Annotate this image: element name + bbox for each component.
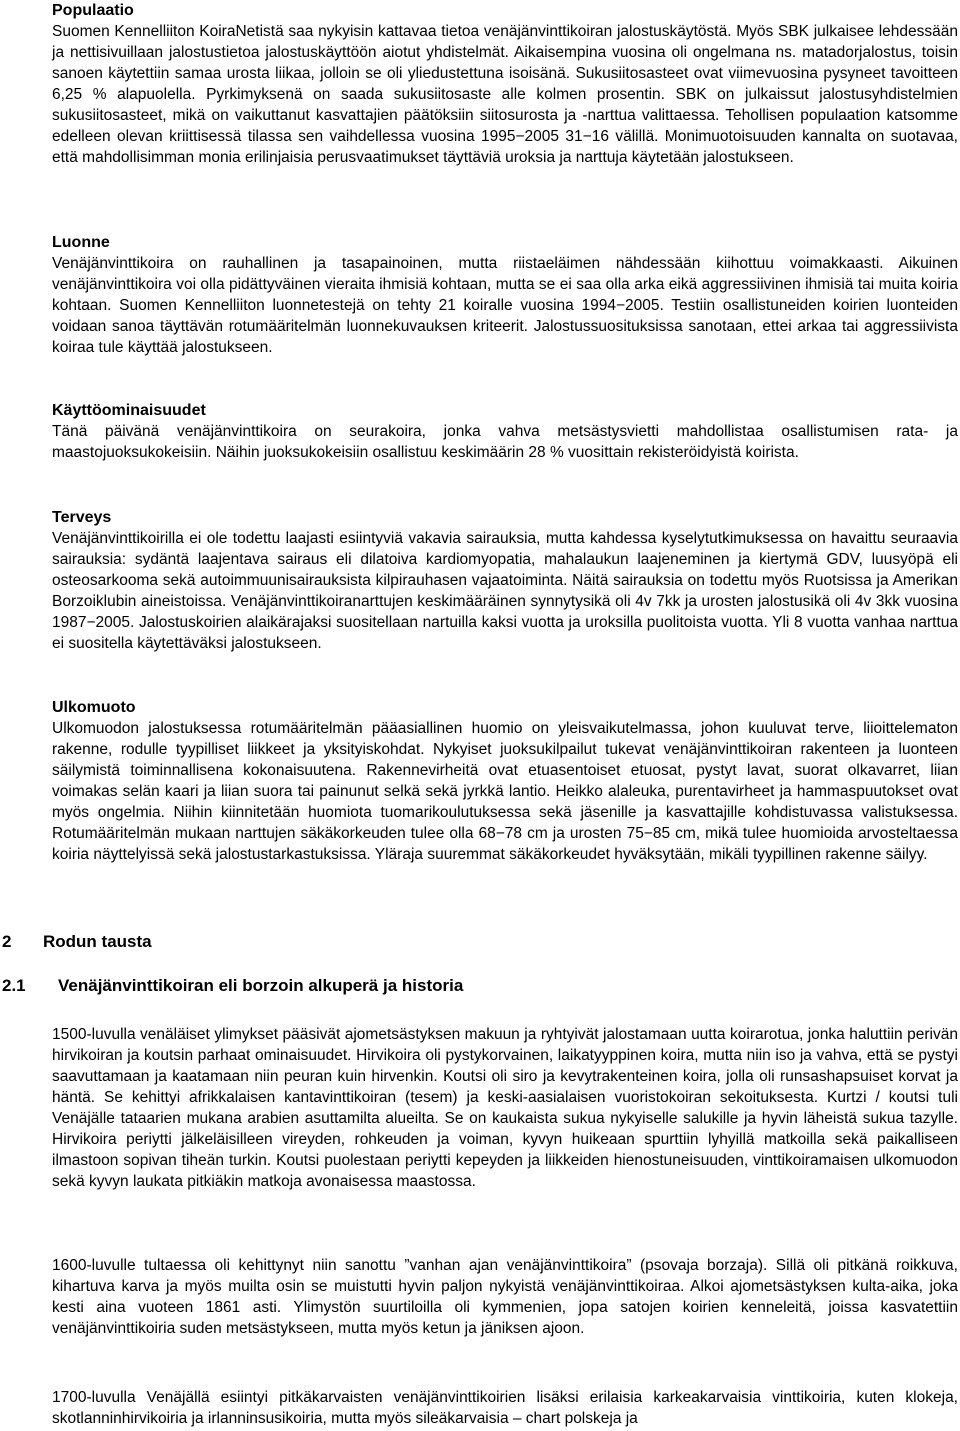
section-ulkomuoto bbox=[52, 697, 958, 865]
section-text: Suomen Kennelliiton KoiraNetistä saa nykyisin kattavaa tietoa venäjänvinttikoiran jalostuskäytöstä. Myös SBK julkaisee lehdessään ja nettisivuillaan jalostustietoa jalostuskäyttöön aiotut yhdistelmät. Aikaisempina vuosina oli ongelmana ns. matadorjalostus, toisin sanoen käytettiin samaa urosta liikaa, jolloin se oli yliedustettuna isoisänä. Sukusiitosasteet ovat viimevuosina pysyneet tavoitteen 6,25 % alapuolella. Pyrkimyksenä on saada sukusiitosaste alle kolmen prosentin. SBK on julkaissut jalostusyhdistelmien sukusiitosasteet, mikä on vaikuttanut kasvattajien päätöksiin siitosurosta ja -narttua valittaessa. Tehollisen populaation katsomme edelleen olevan kriittisessä tilassa sen vaihdellessa vuosina 1995−2005 31−16 välillä. Monimuotoisuuden kannalta on suotavaa, että mahdollisimman monia erilinjaisia perusvaatimukset täyttäviä uroksia ja narttuja käytetään jalostukseen. bbox=[52, 23, 958, 166]
section-text: Venäjänvinttikoira on rauhallinen ja tasapainoinen, mutta riistaeläimen nähdessään kiihottuu voimakkaasti. Aikuinen venäjänvinttikoira voi olla pidättyväinen vieraita ihmisiä kohtaan, mutta se ei saa olla arka eikä aggressiivinen ihmisiä tai muita koiria kohtaan. Suomen Kennelliiton luonnetestejä on tehty 21 koiralle vuosina 1994−2005. Testiin osallistuneiden koirien luonteiden voidaan sanoa täyttävän rotumääritelmän luonnekuvauksen kriteerit. Jalostussuosituksissa sanotaan, ettei arkaa tai aggressiivista koiraa tule käyttää jalostukseen. bbox=[52, 255, 958, 356]
subsection-title: Venäjänvinttikoiran eli borzoin alkuperä ja historia bbox=[58, 976, 464, 995]
history-paragraph-1500: 1500-luvulla venäläiset ylimykset pääsivät ajometsästyksen makuun ja ryhtyivät jalostamaan uutta koirarotua, jonka haluttiin perivän hirvikoiran ja koutsin parhaat ominaisuudet. Hirvikoira oli pystykorvainen, laikatyyppinen koira, mutta niin iso ja vahva, että se pystyi saavuttamaan ja kaatamaan niin peuran kuin hirvenkin. Koutsi oli siro ja kevytrakenteinen koira, jolla oli runsashapsuiset korvat ja häntä. Se kehittyi afrikkalaisen kantavinttikoiran (tesem) ja keski-aasialaisen vuoristokoiran sekoituksesta. Kurtzi / koutsi tuli Venäjälle tataarien mukana arabien asuttamilta alueilta. Se on kaukaista sukua nykyiselle salukille ja hyvin läheistä sukua tazylle. Hirvikoira periytti jälkeläisilleen vireyden, rohkeuden ja voiman, kyvyn huikeaan spurttiin lyhyillä matkoilla sekä paikalliseen ilmastoon sopivan tiheän turkin. Koutsi puolestaan periytti kepeyden ja liikkeiden hienostuneisuuden, vinttikoiramaisen ulkomuodon sekä kyvyn laukata pitkiäkin matkoja avonaisessa maastossa. bbox=[52, 1026, 958, 1190]
section-heading: Luonne bbox=[52, 234, 110, 251]
section-heading: Ulkomuoto bbox=[52, 699, 136, 716]
section-heading: Käyttöominaisuudet bbox=[52, 402, 206, 419]
chapter-title: Rodun tausta bbox=[43, 932, 152, 951]
section-luonne bbox=[52, 232, 958, 358]
section-heading: Populaatio bbox=[52, 2, 134, 19]
section-text: Venäjänvinttikoirilla ei ole todettu laajasti esiintyviä vakavia sairauksia, mutta kahdessa kyselytutkimuksessa on havaittu seuraavia sairauksia: sydäntä laajentava sairaus eli dilatoiva kardiomyopatia, mahalaukun laajeneminen ja kiertymä GDV, luusyöpä eli osteosarkooma sekä autoimmuunisairauksista kilpirauhasen vajaatoiminta. Näitä sairauksia on todettu myös Ruotsissa ja Amerikan Borzoiklubin aineistoissa. Venäjänvinttikoiranarttujen keskimääräinen synnytysikä oli 4v 7kk ja urosten jalostusikä oli 4v 3kk vuosina 1987−2005. Jalostuskoirien alaikärajaksi suositellaan nartuilla kaksi vuotta ja uroksilla puolitoista vuotta. Yli 8 vuotta vanhaa narttua ei suositella käytettäväksi jalostukseen. bbox=[52, 530, 958, 652]
section-text: Ulkomuodon jalostuksessa rotumääritelmän pääasiallinen huomio on yleisvaikutelmassa, johon kuuluvat terve, liioittelematon rakenne, rodulle tyypilliset liikkeet ja yksityiskohdat. Nykyiset juoksukilpailut tukevat venäjänvinttikoiran rakenteen ja luonteen säilymistä toiminnallisena kokonaisuutena. Rakennevirheitä ovat etuasentoiset etuosat, pystyt lavat, suorat olkavarret, liian voimakas selän kaari ja liian suora tai painunut selkä sekä jyrkkä lantio. Heikko alaleuka, purentavirheet ja hammaspuutokset ovat myös ongelmia. Niihin kiinnitetään huomiota tuomarikoulutuksessa sekä jäsenille ja kasvattajille kohdistuvassa valistuksessa. Rotumääritelmän mukaan narttujen säkäkorkeuden tulee olla 68−78 cm ja urosten 75−85 cm, mikä tulee huomioida arvosteltaessa koiria näyttelyissä sekä jalostustarkastuksissa. Yläraja suuremmat säkäkorkeudet hyväksytään, mikäli tyypillinen rakenne säilyy. bbox=[52, 720, 958, 863]
section-kayttoominaisuudet bbox=[52, 400, 958, 463]
section-text: Tänä päivänä venäjänvinttikoira on seurakoira, jonka vahva metsästysvietti mahdollistaa osallistumisen rata- ja maastojuoksukokeisiin. Näihin juoksukokeisiin osallistuu keskimäärin 28 % vuosittain rekisteröidyistä koirista. bbox=[52, 423, 958, 461]
history-paragraph-1700: 1700-luvulla Venäjällä esiintyi pitkäkarvaisten venäjänvinttikoirien lisäksi erilaisia karkeakarvaisia vinttikoiria, kuten klokeja, skotlanninhirvikoiria ja irlanninsusikoiria, mutta myös sileäkarvaisia – chart polskeja ja bbox=[52, 1389, 958, 1427]
section-populaatio bbox=[52, 0, 958, 168]
history-paragraph-1600: 1600-luvulle tultaessa oli kehittynyt niin sanottu ”vanhan ajan venäjänvinttikoira” (psovaja borzaja). Sillä oli pitkänä roikkuva, kihartuva karva ja myös muilta osin se muistutti hyvin paljon nykyistä venäjänvinttikoiraa. Alkoi ajometsästyksen kulta-aika, joka kesti aina vuoteen 1861 asti. Ylimystön suurtiloilla oli kymmenien, jopa satojen koirien kenneleitä, joissa kasvatettiin venäjänvinttikoiria suden metsästykseen, mutta myös ketun ja jäniksen ajoon. bbox=[52, 1257, 958, 1337]
subsection-number: 2.1 bbox=[2, 976, 26, 995]
chapter-number: 2 bbox=[2, 932, 12, 951]
section-heading: Terveys bbox=[52, 509, 112, 526]
section-terveys bbox=[52, 507, 958, 654]
